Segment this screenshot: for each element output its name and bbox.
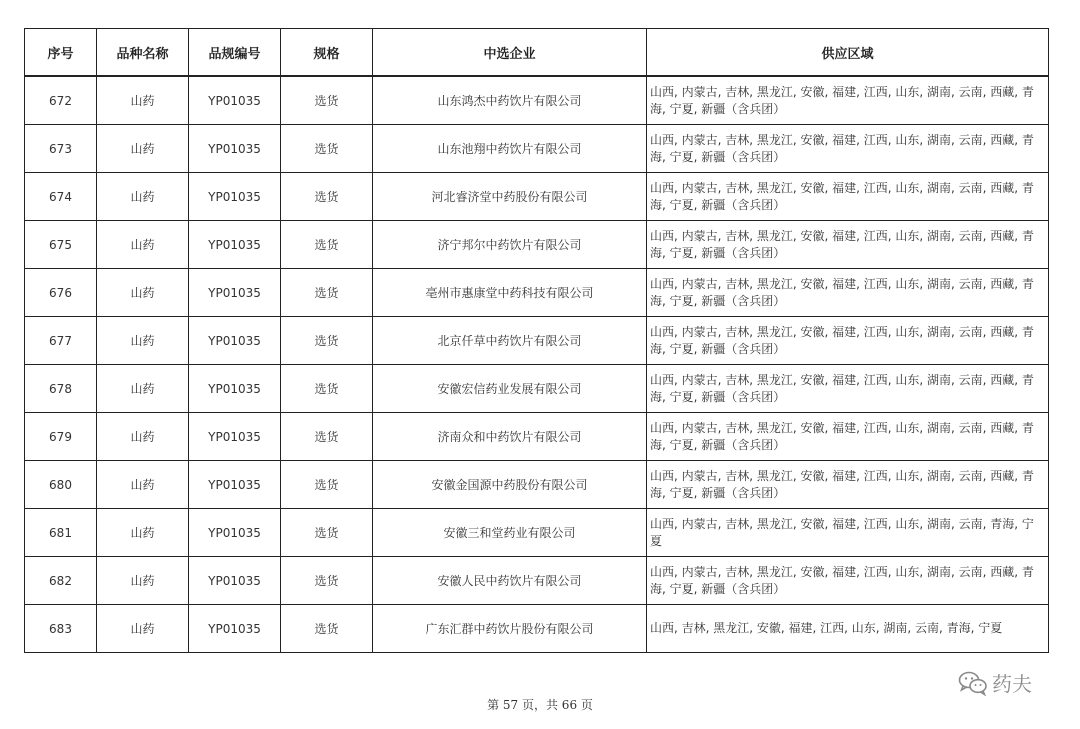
table-row [25, 317, 1049, 365]
cell-serial: 683 [25, 605, 97, 653]
cell-company: 安徽金国源中药股份有限公司 [373, 461, 647, 509]
cell-spec: 选货 [281, 269, 373, 317]
header-company: 中选企业 [373, 29, 647, 77]
watermark-text: 药夫 [992, 672, 1032, 696]
table-row [25, 221, 1049, 269]
table-row [25, 173, 1049, 221]
cell-serial: 673 [25, 125, 97, 173]
cell-company: 北京仟草中药饮片有限公司 [373, 317, 647, 365]
table-row [25, 125, 1049, 173]
cell-company: 亳州市惠康堂中药科技有限公司 [373, 269, 647, 317]
cell-spec: 选货 [281, 173, 373, 221]
cell-variety: 山药 [97, 317, 189, 365]
cell-variety: 山药 [97, 221, 189, 269]
cell-spec: 选货 [281, 365, 373, 413]
cell-code: YP01035 [189, 605, 281, 653]
cell-spec: 选货 [281, 317, 373, 365]
cell-company: 济宁邦尔中药饮片有限公司 [373, 221, 647, 269]
table-row [25, 269, 1049, 317]
cell-spec: 选货 [281, 461, 373, 509]
wechat-icon [958, 670, 988, 696]
table-row [25, 605, 1049, 653]
cell-variety: 山药 [97, 557, 189, 605]
cell-serial: 672 [25, 76, 97, 125]
header-spec: 规格 [281, 29, 373, 77]
cell-variety: 山药 [97, 413, 189, 461]
cell-region: 山西, 内蒙古, 吉林, 黑龙江, 安徽, 福建, 江西, 山东, 湖南, 云南, 西藏, 青海, 宁夏, 新疆（含兵团） [647, 365, 1049, 413]
header-region: 供应区域 [647, 29, 1049, 77]
cell-serial: 679 [25, 413, 97, 461]
cell-serial: 676 [25, 269, 97, 317]
cell-serial: 680 [25, 461, 97, 509]
cell-code: YP01035 [189, 221, 281, 269]
cell-region: 山西, 内蒙古, 吉林, 黑龙江, 安徽, 福建, 江西, 山东, 湖南, 云南, 青海, 宁夏 [647, 509, 1049, 557]
cell-region: 山西, 内蒙古, 吉林, 黑龙江, 安徽, 福建, 江西, 山东, 湖南, 云南, 西藏, 青海, 宁夏, 新疆（含兵团） [647, 461, 1049, 509]
cell-variety: 山药 [97, 76, 189, 125]
cell-code: YP01035 [189, 509, 281, 557]
table-row [25, 413, 1049, 461]
cell-region: 山西, 内蒙古, 吉林, 黑龙江, 安徽, 福建, 江西, 山东, 湖南, 云南, 西藏, 青海, 宁夏, 新疆（含兵团） [647, 221, 1049, 269]
cell-code: YP01035 [189, 317, 281, 365]
cell-region: 山西, 内蒙古, 吉林, 黑龙江, 安徽, 福建, 江西, 山东, 湖南, 云南, 西藏, 青海, 宁夏, 新疆（含兵团） [647, 269, 1049, 317]
cell-region: 山西, 内蒙古, 吉林, 黑龙江, 安徽, 福建, 江西, 山东, 湖南, 云南, 西藏, 青海, 宁夏, 新疆（含兵团） [647, 557, 1049, 605]
cell-code: YP01035 [189, 125, 281, 173]
cell-variety: 山药 [97, 509, 189, 557]
cell-company: 河北睿济堂中药股份有限公司 [373, 173, 647, 221]
supplier-table [24, 28, 1049, 653]
cell-region: 山西, 内蒙古, 吉林, 黑龙江, 安徽, 福建, 江西, 山东, 湖南, 云南, 西藏, 青海, 宁夏, 新疆（含兵团） [647, 413, 1049, 461]
cell-company: 广东汇群中药饮片股份有限公司 [373, 605, 647, 653]
cell-variety: 山药 [97, 461, 189, 509]
cell-serial: 678 [25, 365, 97, 413]
cell-company: 安徽人民中药饮片有限公司 [373, 557, 647, 605]
cell-code: YP01035 [189, 76, 281, 125]
cell-spec: 选货 [281, 221, 373, 269]
cell-company: 济南众和中药饮片有限公司 [373, 413, 647, 461]
cell-serial: 681 [25, 509, 97, 557]
cell-variety: 山药 [97, 125, 189, 173]
cell-serial: 674 [25, 173, 97, 221]
cell-spec: 选货 [281, 605, 373, 653]
cell-code: YP01035 [189, 365, 281, 413]
cell-spec: 选货 [281, 413, 373, 461]
header-code: 品规编号 [189, 29, 281, 77]
cell-code: YP01035 [189, 269, 281, 317]
cell-company: 安徽三和堂药业有限公司 [373, 509, 647, 557]
cell-region: 山西, 内蒙古, 吉林, 黑龙江, 安徽, 福建, 江西, 山东, 湖南, 云南, 西藏, 青海, 宁夏, 新疆（含兵团） [647, 76, 1049, 125]
cell-region: 山西, 内蒙古, 吉林, 黑龙江, 安徽, 福建, 江西, 山东, 湖南, 云南, 西藏, 青海, 宁夏, 新疆（含兵团） [647, 173, 1049, 221]
cell-serial: 675 [25, 221, 97, 269]
cell-variety: 山药 [97, 269, 189, 317]
cell-code: YP01035 [189, 557, 281, 605]
cell-variety: 山药 [97, 173, 189, 221]
cell-serial: 677 [25, 317, 97, 365]
cell-region: 山西, 内蒙古, 吉林, 黑龙江, 安徽, 福建, 江西, 山东, 湖南, 云南, 西藏, 青海, 宁夏, 新疆（含兵团） [647, 125, 1049, 173]
header-serial: 序号 [25, 29, 97, 77]
table-header-row [25, 29, 1049, 77]
table-row [25, 509, 1049, 557]
cell-variety: 山药 [97, 605, 189, 653]
cell-company: 安徽宏信药业发展有限公司 [373, 365, 647, 413]
cell-company: 山东鸿杰中药饮片有限公司 [373, 76, 647, 125]
cell-serial: 682 [25, 557, 97, 605]
table-row [25, 461, 1049, 509]
page-number: 第 57 页，共 66 页 [487, 698, 593, 712]
table-row [25, 365, 1049, 413]
cell-code: YP01035 [189, 413, 281, 461]
table-row [25, 76, 1049, 125]
cell-spec: 选货 [281, 125, 373, 173]
watermark [958, 668, 1032, 697]
table-row [25, 557, 1049, 605]
cell-company: 山东池翔中药饮片有限公司 [373, 125, 647, 173]
cell-variety: 山药 [97, 365, 189, 413]
cell-spec: 选货 [281, 509, 373, 557]
cell-code: YP01035 [189, 173, 281, 221]
cell-code: YP01035 [189, 461, 281, 509]
cell-spec: 选货 [281, 76, 373, 125]
cell-region: 山西, 吉林, 黑龙江, 安徽, 福建, 江西, 山东, 湖南, 云南, 青海, 宁夏 [647, 605, 1049, 653]
cell-spec: 选货 [281, 557, 373, 605]
cell-region: 山西, 内蒙古, 吉林, 黑龙江, 安徽, 福建, 江西, 山东, 湖南, 云南, 西藏, 青海, 宁夏, 新疆（含兵团） [647, 317, 1049, 365]
header-variety: 品种名称 [97, 29, 189, 77]
